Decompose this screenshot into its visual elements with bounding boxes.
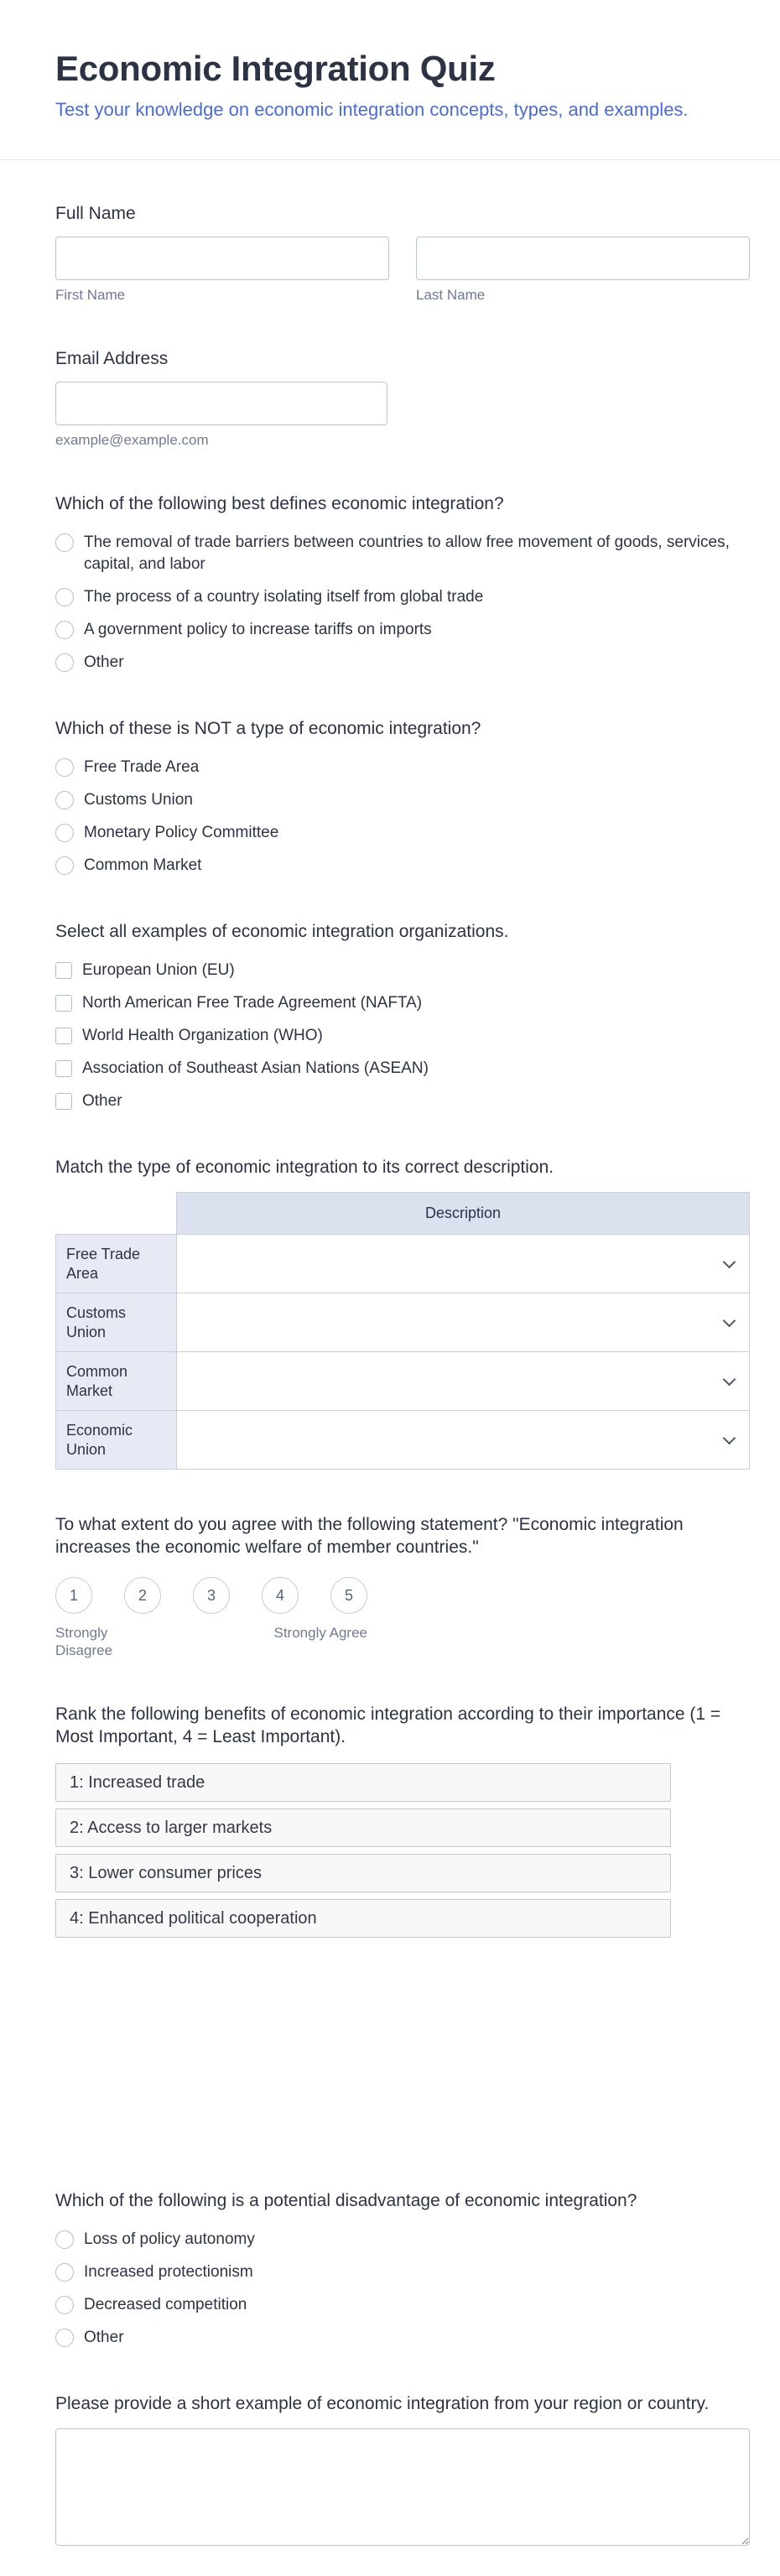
- header-divider: [0, 159, 780, 160]
- disadvantage-option-3[interactable]: [55, 2294, 750, 2316]
- scale-option-number: 5: [344, 1586, 353, 1604]
- first-name-subfield: [55, 237, 389, 304]
- question-not-a-type-options: [55, 757, 750, 877]
- matrix-row-header: Customs Union: [56, 1293, 177, 1352]
- question-define-options: [55, 532, 750, 674]
- scale-option-number: 3: [206, 1586, 216, 1604]
- define-option-other[interactable]: [55, 652, 750, 674]
- matrix-row-economic-union: [56, 1411, 750, 1470]
- rank-list: [55, 1763, 671, 1938]
- question-rank: [55, 1703, 750, 1938]
- question-disadvantage-label: Which of the following is a potential disadvantage of economic integration?: [55, 2191, 637, 2210]
- define-option-1[interactable]: [55, 532, 750, 575]
- question-select-examples-options: [55, 960, 750, 1112]
- examples-option-nafta[interactable]: [55, 992, 750, 1014]
- radio-icon[interactable]: [55, 2296, 74, 2314]
- matrix-cell: [177, 1235, 750, 1293]
- scale-option-number: 1: [69, 1586, 78, 1604]
- match-dropdown-economic-union[interactable]: [177, 1411, 749, 1469]
- scale-option-number: 4: [275, 1586, 284, 1604]
- question-example-label: Please provide a short example of economic integration from your region or country.: [55, 2394, 710, 2413]
- question-not-a-type: [55, 717, 750, 877]
- radio-option-label: The process of a country isolating itself from global trade: [84, 588, 484, 606]
- example-textarea[interactable]: [55, 2428, 750, 2546]
- not-a-type-option-1[interactable]: [55, 757, 750, 778]
- rank-item-2[interactable]: 2: Access to larger markets: [55, 1808, 671, 1847]
- match-dropdown-customs-union[interactable]: [177, 1293, 749, 1351]
- matrix-row-header: Economic Union: [56, 1411, 177, 1470]
- question-not-a-type-label: Which of these is NOT a type of economic integration?: [55, 719, 481, 738]
- matrix-cell: [177, 1293, 750, 1352]
- checkbox-icon[interactable]: [55, 995, 72, 1012]
- radio-option-label: Customs Union: [84, 791, 193, 809]
- question-define: [55, 492, 750, 674]
- checkbox-icon[interactable]: [55, 1028, 72, 1044]
- radio-icon[interactable]: [55, 621, 74, 639]
- scale-option-number: 2: [138, 1586, 147, 1604]
- examples-option-asean[interactable]: [55, 1058, 750, 1080]
- checkbox-icon[interactable]: [55, 962, 72, 979]
- radio-icon[interactable]: [55, 856, 74, 875]
- radio-icon[interactable]: [55, 588, 74, 606]
- form-subtitle: Test your knowledge on economic integration concepts, types, and examples.: [55, 99, 689, 120]
- radio-option-label: A government policy to increase tariffs on imports: [84, 621, 432, 638]
- match-dropdown-common-market[interactable]: [177, 1352, 749, 1410]
- examples-option-other[interactable]: [55, 1090, 750, 1112]
- not-a-type-option-3[interactable]: [55, 822, 750, 844]
- checkbox-option-label: European Union (EU): [82, 961, 235, 979]
- empty-widget-area: [55, 1944, 750, 2146]
- disadvantage-option-other[interactable]: [55, 2327, 750, 2349]
- checkbox-option-label: Association of Southeast Asian Nations (ASEAN): [82, 1059, 429, 1077]
- scale-options: [55, 1577, 750, 1614]
- rank-item-4[interactable]: 4: Enhanced political cooperation: [55, 1899, 671, 1938]
- disadvantage-option-2[interactable]: [55, 2261, 750, 2283]
- question-rank-label: Rank the following benefits of economic integration according to their importance (1 = Most Important, 4 = Least Important).: [55, 1704, 721, 1746]
- radio-icon[interactable]: [55, 758, 74, 777]
- match-dropdown-free-trade-area[interactable]: [177, 1235, 749, 1293]
- define-option-3[interactable]: [55, 619, 750, 641]
- chevron-down-icon: [723, 1314, 736, 1327]
- chevron-down-icon: [723, 1372, 736, 1386]
- last-name-subfield: [416, 237, 750, 304]
- question-agree-scale-label: To what extent do you agree with the following statement? "Economic integration increases the economic welfare of member countries.": [55, 1515, 684, 1557]
- rank-item-3[interactable]: 3: Lower consumer prices: [55, 1854, 671, 1892]
- last-name-input[interactable]: [416, 237, 750, 280]
- examples-option-eu[interactable]: [55, 960, 750, 981]
- form-body: [0, 202, 780, 2563]
- chevron-down-icon: [723, 1431, 736, 1444]
- chevron-down-icon: [723, 1255, 736, 1268]
- question-example: [55, 2392, 750, 2546]
- checkbox-icon[interactable]: [55, 1060, 72, 1077]
- email-input[interactable]: [55, 382, 387, 425]
- scale-labels: [55, 1624, 367, 1659]
- full-name-label: Full Name: [55, 204, 136, 223]
- checkbox-icon[interactable]: [55, 1093, 72, 1110]
- matrix-row-free-trade-area: [56, 1235, 750, 1293]
- checkbox-option-label: Other: [82, 1092, 122, 1110]
- question-select-examples: [55, 920, 750, 1112]
- radio-icon[interactable]: [55, 824, 74, 842]
- checkbox-option-label: World Health Organization (WHO): [82, 1027, 323, 1044]
- radio-option-label: Increased protectionism: [84, 2263, 253, 2281]
- radio-icon[interactable]: [55, 2263, 74, 2282]
- question-agree-scale: [55, 1513, 750, 1659]
- define-option-2[interactable]: [55, 586, 750, 608]
- matrix-row-customs-union: [56, 1293, 750, 1352]
- matrix-row-header: Free Trade Area: [56, 1235, 177, 1293]
- radio-icon[interactable]: [55, 533, 74, 552]
- question-define-label: Which of the following best defines economic integration?: [55, 494, 504, 513]
- not-a-type-option-2[interactable]: [55, 789, 750, 811]
- radio-icon[interactable]: [55, 791, 74, 809]
- name-row: [55, 237, 750, 304]
- radio-icon[interactable]: [55, 653, 74, 672]
- matrix-row-common-market: [56, 1352, 750, 1411]
- radio-option-label: Other: [84, 2329, 124, 2346]
- full-name-field: [55, 202, 750, 304]
- radio-option-label: Decreased competition: [84, 2296, 247, 2313]
- scale-option-3[interactable]: [193, 1577, 230, 1614]
- radio-option-label: Free Trade Area: [84, 758, 200, 776]
- matrix-cell: [177, 1411, 750, 1470]
- disadvantage-option-1[interactable]: [55, 2229, 750, 2251]
- examples-option-who[interactable]: [55, 1025, 750, 1047]
- scale-option-1[interactable]: [55, 1577, 92, 1614]
- radio-option-label: Loss of policy autonomy: [84, 2230, 255, 2248]
- email-label: Email Address: [55, 349, 169, 368]
- rank-item-1[interactable]: 1: Increased trade: [55, 1763, 671, 1802]
- scale-option-2[interactable]: [124, 1577, 161, 1614]
- not-a-type-option-4[interactable]: [55, 855, 750, 877]
- question-disadvantage: [55, 2189, 750, 2349]
- email-field: [55, 347, 750, 449]
- radio-option-label: Common Market: [84, 856, 202, 874]
- radio-icon[interactable]: [55, 2230, 74, 2249]
- question-match-label: Match the type of economic integration to its correct description.: [55, 1158, 554, 1177]
- first-name-input[interactable]: [55, 237, 389, 280]
- scale-option-5[interactable]: [330, 1577, 367, 1614]
- matrix-row-header: Common Market: [56, 1352, 177, 1411]
- scale-option-4[interactable]: [262, 1577, 299, 1614]
- question-match: [55, 1156, 750, 1470]
- first-name-sublabel: First Name: [55, 287, 126, 303]
- scale-min-label: Strongly Disagree: [55, 1625, 113, 1658]
- form-header: [0, 0, 780, 121]
- matrix-column-header: Description: [177, 1193, 750, 1235]
- checkbox-option-label: North American Free Trade Agreement (NAFTA): [82, 994, 423, 1012]
- radio-icon[interactable]: [55, 2329, 74, 2347]
- question-select-examples-label: Select all examples of economic integration organizations.: [55, 922, 509, 941]
- matrix-corner-cell: [56, 1193, 177, 1235]
- radio-option-label: Other: [84, 653, 124, 671]
- form-title: Economic Integration Quiz: [55, 49, 496, 88]
- radio-option-label: The removal of trade barriers between countries to allow free movement of goods, services, capital, and labor: [84, 533, 730, 573]
- radio-option-label: Monetary Policy Committee: [84, 824, 279, 841]
- last-name-sublabel: Last Name: [416, 287, 486, 303]
- match-table: [55, 1192, 750, 1470]
- email-sublabel: example@example.com: [55, 432, 209, 448]
- matrix-cell: [177, 1352, 750, 1411]
- scale-max-label: Strongly Agree: [273, 1625, 367, 1641]
- question-disadvantage-options: [55, 2229, 750, 2349]
